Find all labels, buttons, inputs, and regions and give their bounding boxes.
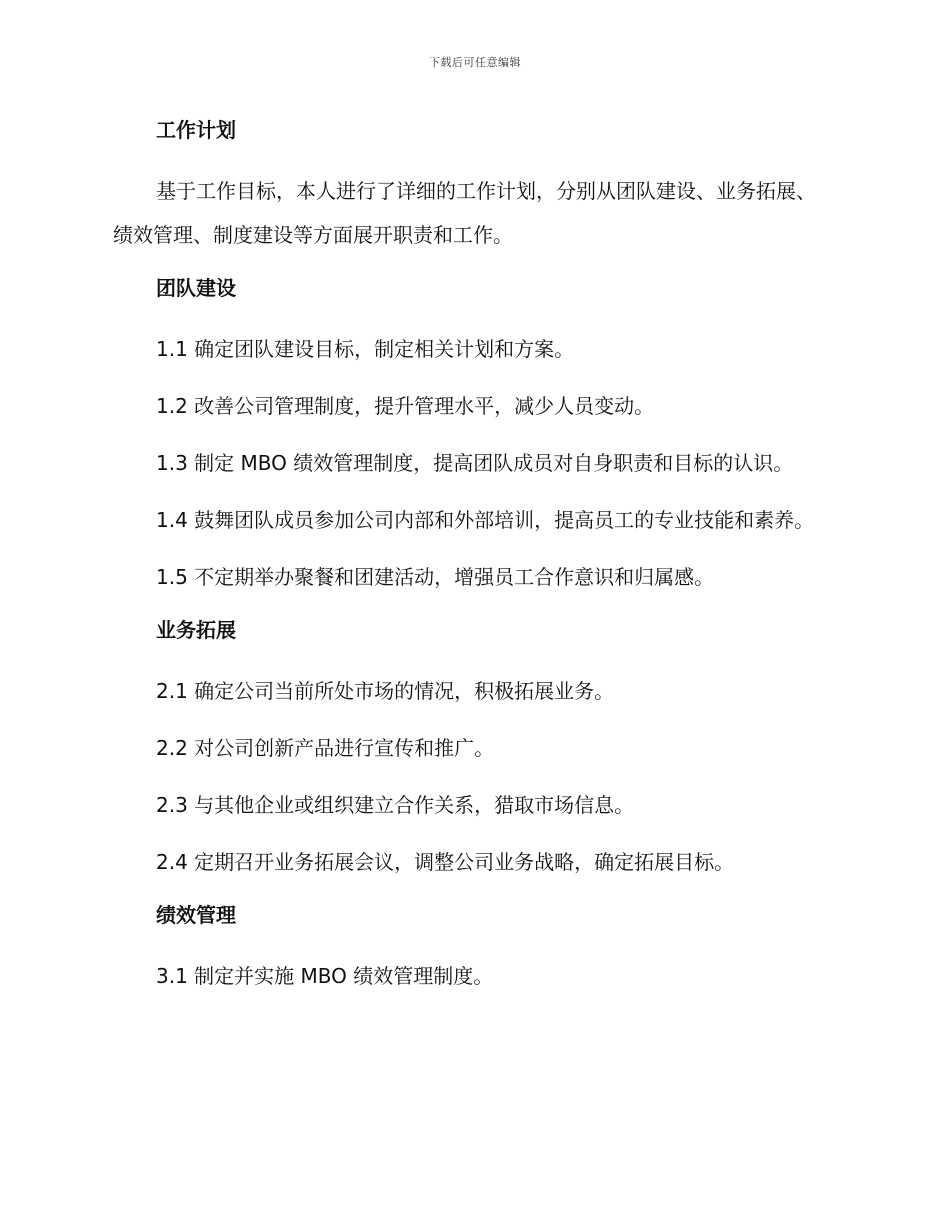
performance-item-1: 3.1 制定并实施 MBO 绩效管理制度。 bbox=[156, 964, 494, 988]
header-note: 下载后可任意编辑 bbox=[429, 56, 521, 69]
business-item-1: 2.1 确定公司当前所处市场的情况，积极拓展业务。 bbox=[156, 679, 615, 703]
section-heading-business: 业务拓展 bbox=[156, 618, 236, 642]
team-item-3: 1.3 制定 MBO 绩效管理制度，提高团队成员对自身职责和目标的认识。 bbox=[156, 451, 794, 475]
business-item-4: 2.4 定期召开业务拓展会议，调整公司业务战略，确定拓展目标。 bbox=[156, 850, 735, 874]
team-item-5: 1.5 不定期举办聚餐和团建活动，增强员工合作意识和归属感。 bbox=[156, 565, 715, 589]
section-heading-plan: 工作计划 bbox=[156, 118, 236, 142]
team-item-4: 1.4 鼓舞团队成员参加公司内部和外部培训，提高员工的专业技能和素养。 bbox=[156, 508, 815, 532]
section-heading-performance: 绩效管理 bbox=[156, 903, 236, 927]
business-item-2: 2.2 对公司创新产品进行宣传和推广。 bbox=[156, 736, 495, 760]
section-heading-team: 团队建设 bbox=[156, 276, 236, 300]
business-item-3: 2.3 与其他企业或组织建立合作关系，猎取市场信息。 bbox=[156, 793, 635, 817]
plan-paragraph: 基于工作目标，本人进行了详细的工作计划，分别从团队建设、业务拓展、绩效管理、制度建设等方面展开职责和工作。 bbox=[113, 179, 816, 247]
team-item-2: 1.2 改善公司管理制度，提升管理水平，减少人员变动。 bbox=[156, 394, 655, 418]
document-body bbox=[113, 112, 833, 1011]
team-item-1: 1.1 确定团队建设目标，制定相关计划和方案。 bbox=[156, 337, 575, 361]
